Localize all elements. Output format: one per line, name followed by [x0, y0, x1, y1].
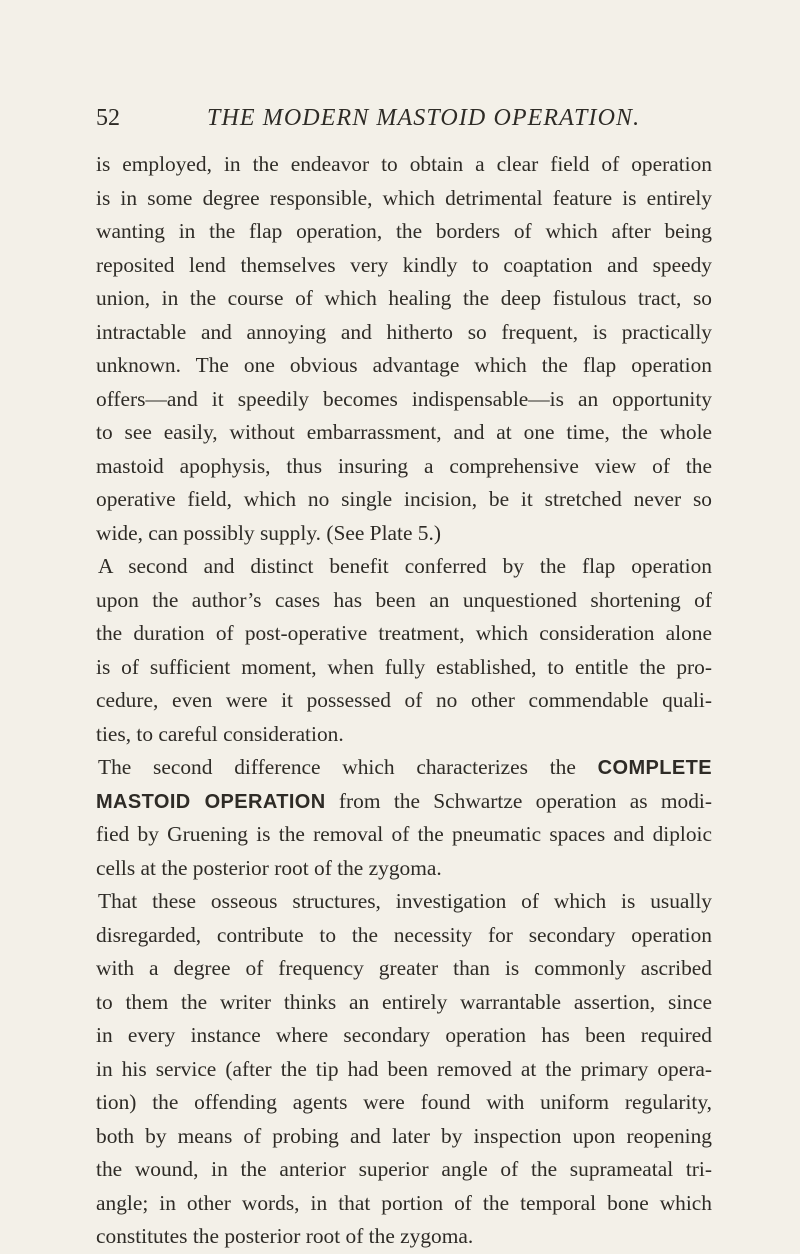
text-line: wide, can possibly supply. (See Plate 5.) — [96, 520, 441, 545]
paragraph-first-line — [96, 751, 712, 785]
bold-term: COMPLETE — [597, 757, 712, 779]
text-line: is of sufficient moment, when fully established, to entitle the pro- — [96, 654, 712, 679]
text-line: upon the author’s cases has been an unquestioned shortening of — [96, 587, 712, 612]
text-line: is employed, in the endeavor to obtain a clear field of operation — [96, 152, 712, 176]
text-line: mastoid apophysis, thus insuring a comprehensive view of the — [96, 453, 712, 478]
text-line: ties, to careful consideration. — [96, 721, 344, 746]
text-line: intractable and annoying and hitherto so frequent, is practically — [96, 319, 712, 344]
paragraph-first-line: That these osseous structures, investigation of which is usually — [98, 889, 712, 913]
text-line: offers—and it speedily becomes indispensable—is an opportunity — [96, 386, 712, 411]
text-line: the duration of post-operative treatment, which consideration alone — [96, 621, 712, 645]
body-text — [96, 148, 712, 1254]
text-line: the wound, in the anterior superior angle of the suprameatal tri- — [96, 1157, 712, 1181]
text-line: is in some degree responsible, which detrimental feature is entirely — [96, 185, 712, 210]
text-line — [96, 785, 712, 819]
text-line: union, in the course of which healing the deep fistulous tract, so — [96, 286, 712, 310]
text-line: in his service (after the tip had been removed at the primary opera- — [96, 1056, 712, 1081]
text-line: in every instance where secondary operation has been required — [96, 1023, 712, 1047]
text-line: cedure, even were it possessed of no other commendable quali- — [96, 688, 712, 712]
text-line: operative field, which no single incision, be it stretched never so — [96, 487, 712, 511]
text-line: to see easily, without embarrassment, and at one time, the whole — [96, 420, 712, 444]
text-line: both by means of probing and later by inspection upon reopening — [96, 1123, 712, 1148]
text-line: fied by Gruening is the removal of the pneumatic spaces and diploic — [96, 822, 712, 846]
text-line: with a degree of frequency greater than is commonly ascribed — [96, 956, 712, 980]
text-line: reposited lend themselves very kindly to coaptation and speedy — [96, 252, 712, 277]
page-number: 52 — [96, 105, 120, 131]
text-line: unknown. The one obvious advantage which the flap operation — [96, 353, 712, 377]
text-line: to them the writer thinks an entirely warrantable assertion, since — [96, 989, 712, 1014]
text-line: wanting in the flap operation, the borders of which after being — [96, 219, 712, 243]
text-line: constitutes the posterior root of the zygoma. — [96, 1224, 474, 1248]
bold-term: MASTOID OPERATION — [96, 790, 326, 813]
text-line: disregarded, contribute to the necessity for secondary operation — [96, 922, 712, 947]
text-line: angle; in other words, in that portion of the temporal bone which — [96, 1190, 712, 1215]
running-head — [96, 100, 712, 136]
text-segment: The second difference which characterizes the — [98, 755, 576, 779]
text-line: tion) the offending agents were found with uniform regularity, — [96, 1090, 712, 1114]
running-title: THE MODERN MASTOID OPERATION. — [207, 105, 641, 131]
text-segment: from the Schwartze operation as modi- — [338, 788, 712, 813]
text-line: cells at the posterior root of the zygoma. — [96, 855, 442, 880]
paragraph-first-line: A second and distinct benefit conferred by the flap operation — [98, 554, 712, 578]
